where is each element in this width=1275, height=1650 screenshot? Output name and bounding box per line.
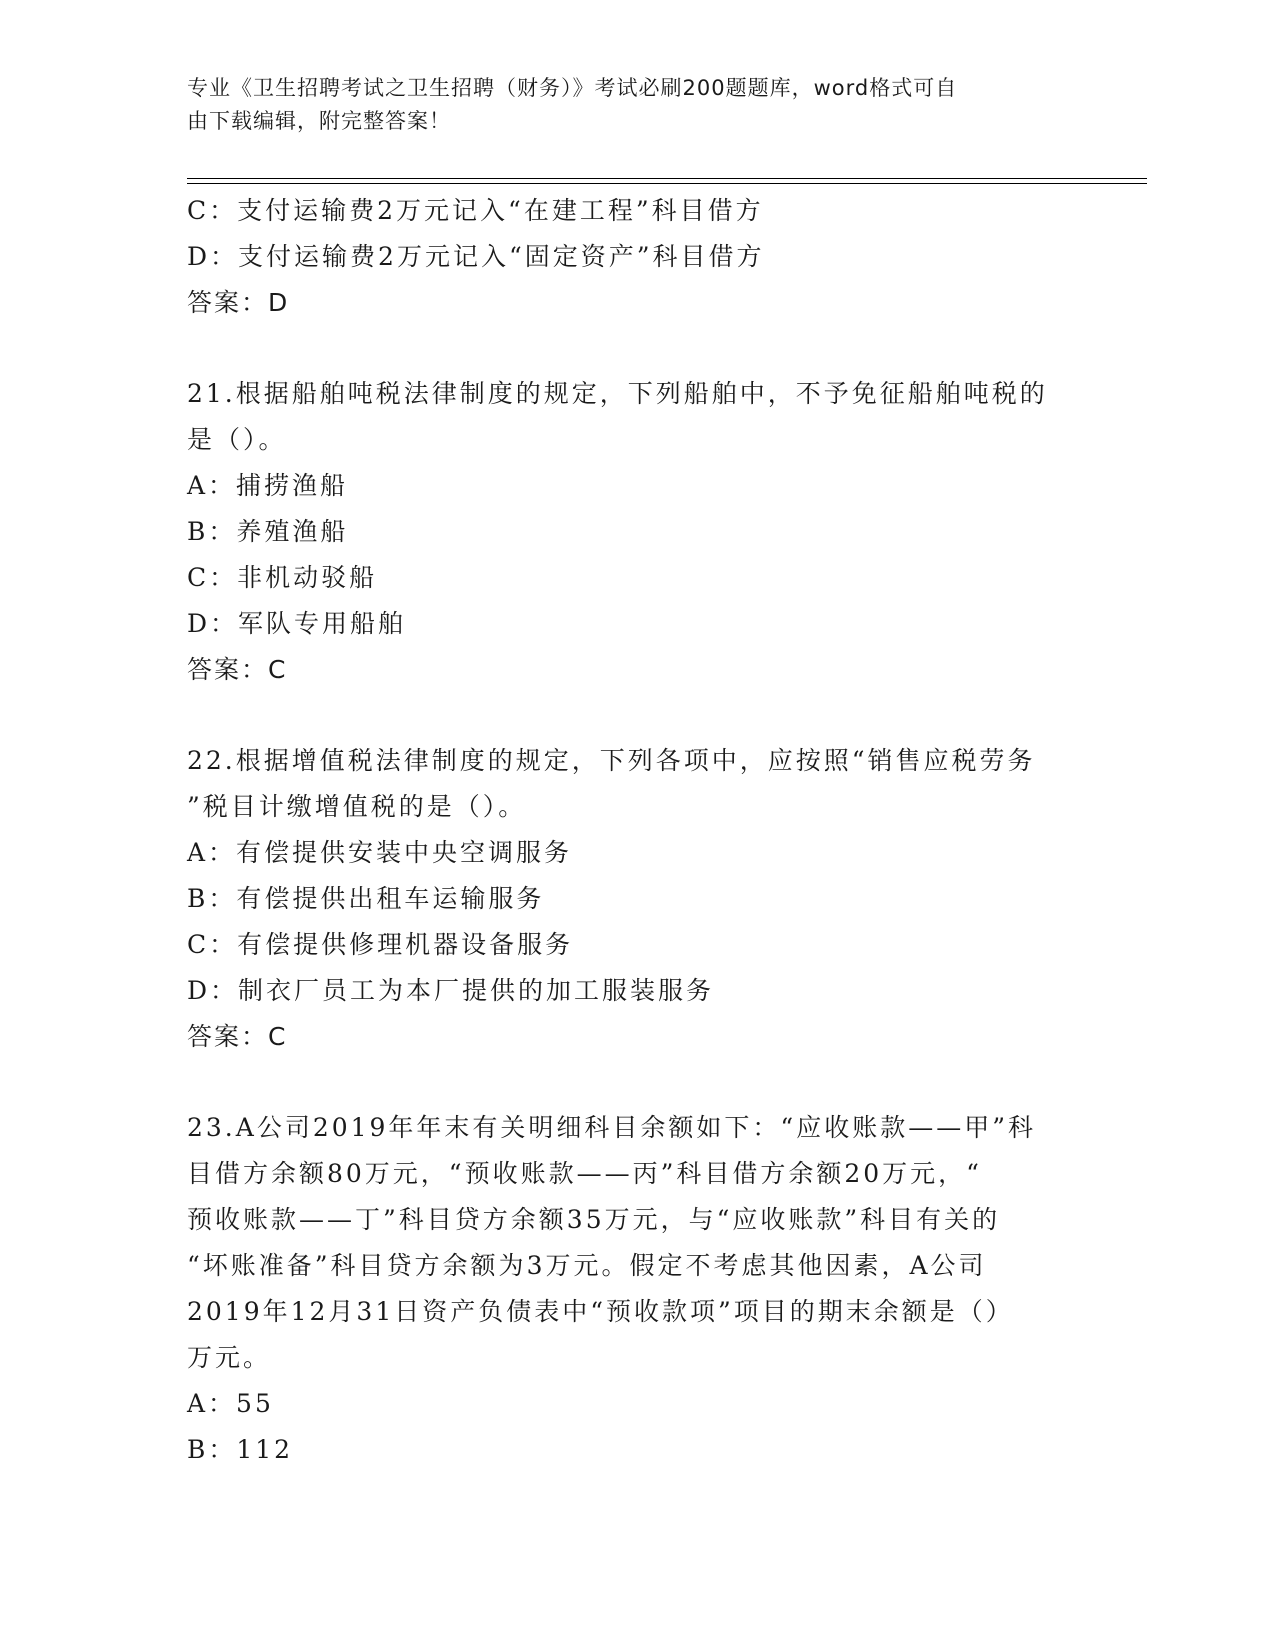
document-header <box>187 72 1067 138</box>
option-d: D：制衣厂员工为本厂提供的加工服装服务 <box>187 976 715 1005</box>
stem-line: ”税目计缴增值税的是（）。 <box>187 792 527 821</box>
continued-question <box>187 188 1087 326</box>
option-a: A：有偿提供安装中央空调服务 <box>187 838 573 867</box>
stem-line: 2019年12月31日资产负债表中“预收款项”项目的期末余额是（） <box>187 1297 1014 1326</box>
document-body <box>187 188 1087 1473</box>
option-d: D：军队专用船舶 <box>187 609 407 638</box>
stem-line: 23.A公司2019年年末有关明细科目余额如下：“应收账款——甲”科 <box>187 1113 1036 1142</box>
option-d: D：支付运输费2万元记入“固定资产”科目借方 <box>187 242 765 271</box>
header-line-2: 由下载编辑，附完整答案！ <box>187 109 451 133</box>
stem-line: 预收账款——丁”科目贷方余额35万元，与“应收账款”科目有关的 <box>187 1205 1001 1234</box>
answer-line: 答案：D <box>187 288 290 317</box>
option-b: B：112 <box>187 1435 294 1464</box>
question-stem <box>187 371 1087 463</box>
option-c: C：非机动驳船 <box>187 563 378 592</box>
stem-line: 21.根据船舶吨税法律制度的规定，下列船舶中，不予免征船舶吨税的 <box>187 379 1048 408</box>
stem-line: 万元。 <box>187 1343 272 1372</box>
option-a: A：55 <box>187 1389 274 1418</box>
option-c: C：有偿提供修理机器设备服务 <box>187 930 574 959</box>
stem-line: 22.根据增值税法律制度的规定，下列各项中，应按照“销售应税劳务 <box>187 746 1036 775</box>
stem-line: “坏账准备”科目贷方余额为3万元。假定不考虑其他因素，A公司 <box>187 1251 987 1280</box>
stem-line: 是（）。 <box>187 425 287 454</box>
question-stem <box>187 738 1087 830</box>
stem-line: 目借方余额80万元，“预收账款——丙”科目借方余额20万元，“ <box>187 1159 982 1188</box>
header-divider-top <box>187 178 1147 179</box>
header-line-1: 专业《卫生招聘考试之卫生招聘（财务）》考试必刷200题题库，word格式可自 <box>187 76 958 100</box>
question-21 <box>187 371 1087 693</box>
option-a: A：捕捞渔船 <box>187 471 349 500</box>
question-23 <box>187 1105 1087 1473</box>
option-b: B：有偿提供出租车运输服务 <box>187 884 545 913</box>
header-divider-bottom <box>187 183 1147 184</box>
question-stem <box>187 1105 1087 1381</box>
answer-line: 答案：C <box>187 655 288 684</box>
question-22 <box>187 738 1087 1060</box>
answer-line: 答案：C <box>187 1022 288 1051</box>
option-b: B：养殖渔船 <box>187 517 349 546</box>
option-c: C：支付运输费2万元记入“在建工程”科目借方 <box>187 196 764 225</box>
